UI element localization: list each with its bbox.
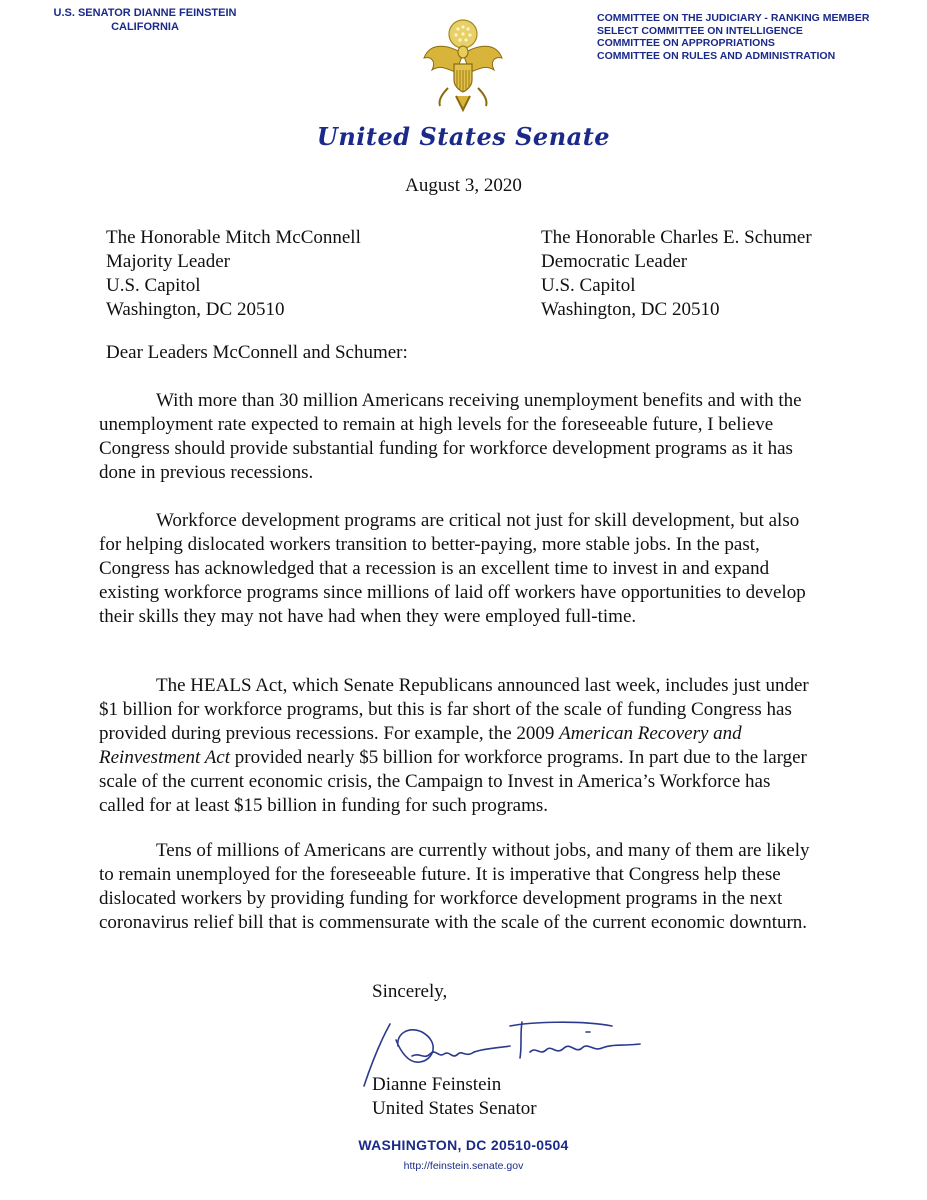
committee-list: [597, 12, 917, 62]
act-name: American Recovery and Reinvestment Act: [99, 723, 742, 768]
recipient-city: Washington, DC 20510: [106, 299, 285, 320]
senator-state-line: CALIFORNIA: [111, 21, 179, 33]
recipient-block-left: [106, 226, 361, 322]
recipient-name: The Honorable Mitch McConnell: [106, 227, 361, 248]
signer-block: [372, 1073, 537, 1121]
heals-text-part1: The HEALS Act, which Senate Republicans announced last week, includes just under $1 billion for workforce programs, but this is far short of the scale of funding Congress has provided during previous recessions. For example, the 2009: [99, 675, 809, 744]
footer-address: WASHINGTON, DC 20510-0504: [358, 1137, 569, 1153]
recipient-city: Washington, DC 20510: [541, 299, 720, 320]
recipient-name: The Honorable Charles E. Schumer: [541, 227, 812, 248]
signer-title: United States Senator: [372, 1098, 537, 1119]
recipient-role: Democratic Leader: [541, 251, 688, 272]
committee-item: SELECT COMMITTEE ON INTELLIGENCE: [597, 24, 803, 37]
recipient-office: U.S. Capitol: [106, 275, 201, 296]
closing: Sincerely,: [372, 981, 448, 1002]
body-paragraph-3: [99, 674, 815, 818]
committee-item: COMMITTEE ON RULES AND ADMINISTRATION: [597, 49, 836, 62]
committee-item: COMMITTEE ON APPROPRIATIONS: [597, 37, 775, 49]
body-paragraph-2: Workforce development programs are critical not just for skill development, but also for helping dislocated workers transition to better-paying, more stable jobs. In the past, Congress has acknowledged that a recession is an excellent time to invest in and expand existing workforce programs since millions of laid off workers have opportunities to develop their skills they may not have had when they were employed full-time.: [99, 510, 806, 627]
committee-item: COMMITTEE ON THE JUDICIARY - RANKING MEMBER: [597, 12, 870, 24]
letter-date: August 3, 2020: [405, 175, 522, 196]
letterhead-senator: [40, 6, 250, 34]
eagle-seal-icon: [418, 14, 508, 114]
recipient-role: Majority Leader: [106, 251, 230, 272]
recipient-office: U.S. Capitol: [541, 275, 636, 296]
body-paragraph-1: With more than 30 million Americans receiving unemployment benefits and with the unemployment rate expected to remain at high levels for the foreseeable future, I believe Congress should provide substantial funding for workforce development programs as it has done in previous recessions.: [99, 390, 802, 483]
salutation: Dear Leaders McConnell and Schumer:: [106, 342, 408, 363]
footer-url[interactable]: http://feinstein.senate.gov: [403, 1160, 524, 1172]
recipient-block-right: [541, 226, 812, 322]
signer-name: Dianne Feinstein: [372, 1074, 502, 1095]
senate-title: United States Senate: [316, 122, 611, 151]
senator-name-line: U.S. SENATOR DIANNE FEINSTEIN: [53, 7, 237, 19]
heals-text-part2: provided nearly $5 billion for workforce programs. In part due to the larger scale of the current economic crisis, the Campaign to Invest in America’s Workforce has called for at least $15 billion in funding for such programs.: [99, 747, 807, 816]
body-paragraph-4: Tens of millions of Americans are currently without jobs, and many of them are likely to remain unemployed for the foreseeable future. It is imperative that Congress help these dislocated workers by providing funding for workforce development programs in the next coronavirus relief bill that is commensurate with the scale of the current economic downturn.: [99, 840, 810, 933]
